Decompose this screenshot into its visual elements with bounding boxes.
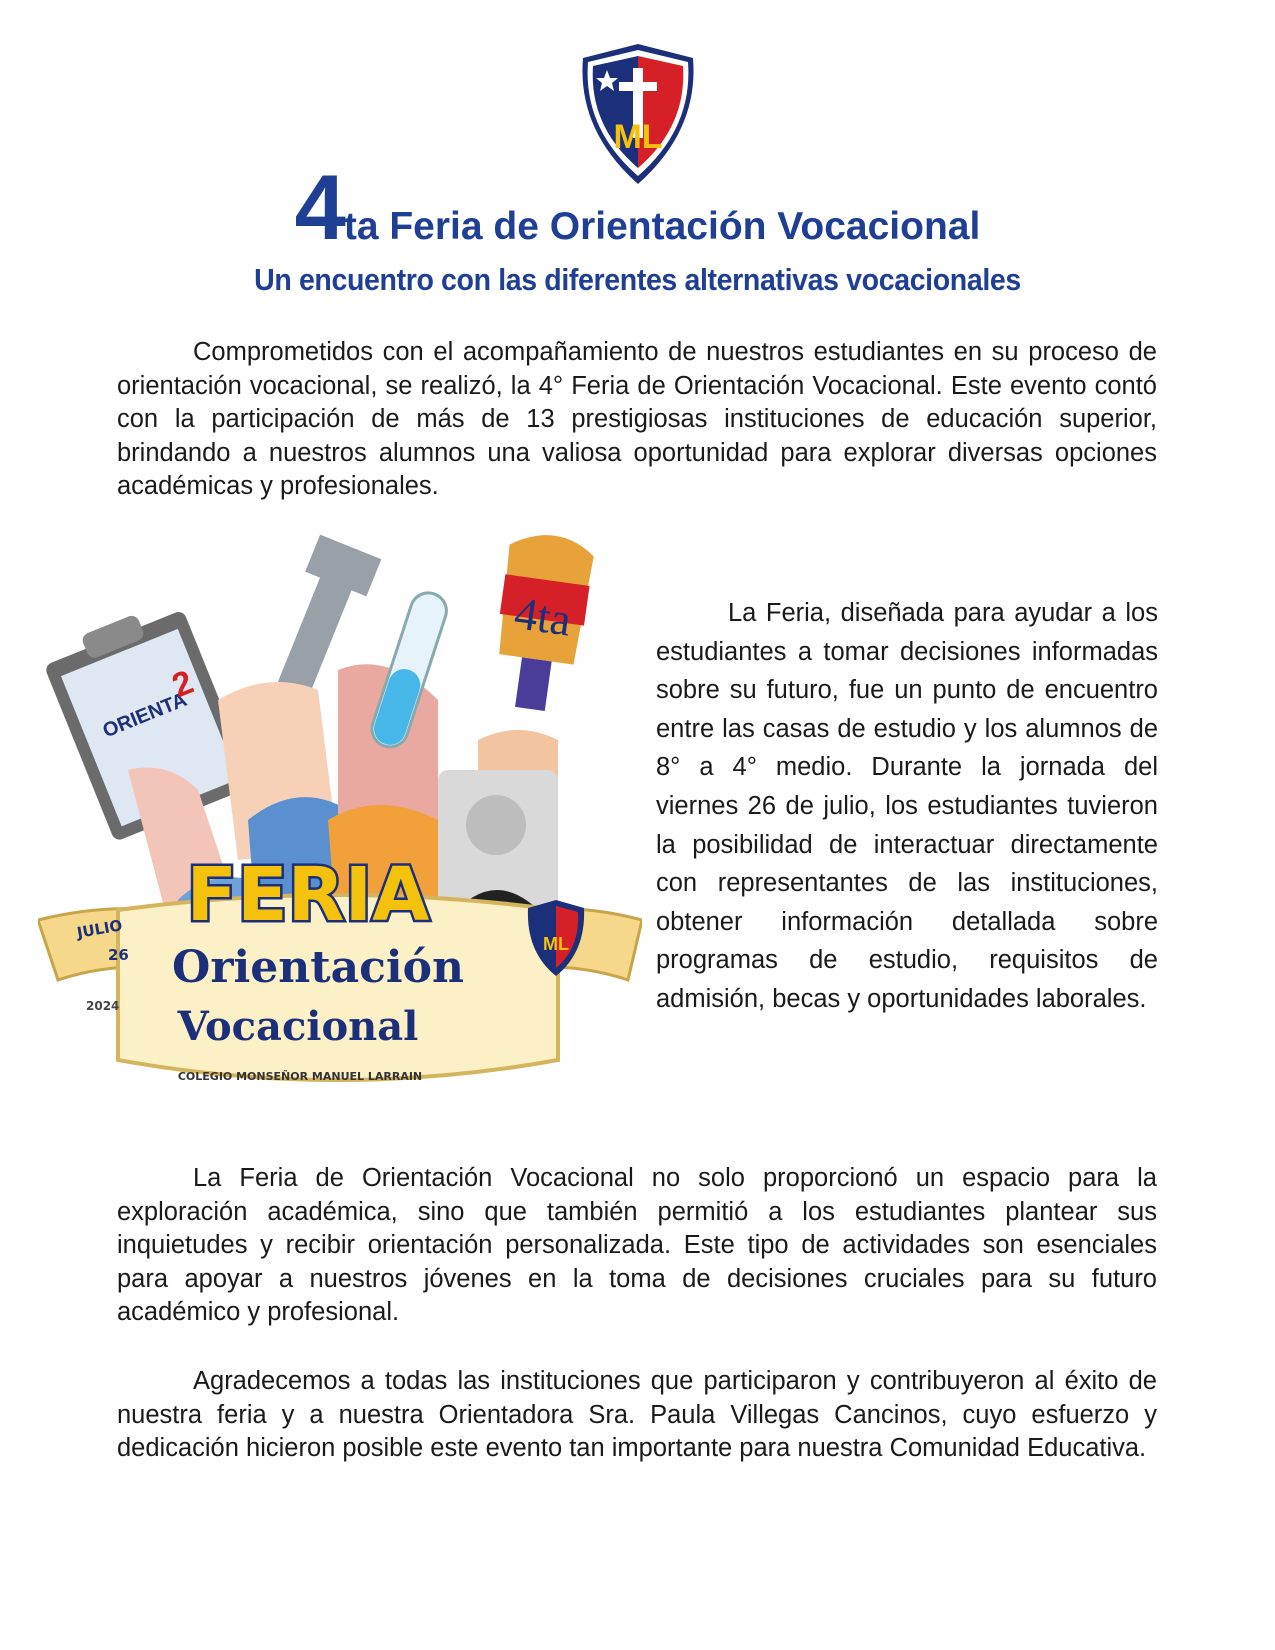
feria-description-paragraph: La Feria, diseñada para ayudar a los estudiantes a tomar decisiones informadas sobre su futuro, fue un punto de encuentro entre las casas de estudio y los alumnos de 8° a 4° medio. Durante la jornada del viernes 26 de julio, los estudiantes tuvieron la posibilidad de interactuar directamente con representantes de las instituciones, obtener información detallada sobre programas de estudio, requisitos de admisión, becas y oportunidades laborales. [656,599,1158,1013]
svg-text:JULIO: JULIO [75,916,124,942]
feria-poster-illustration [38,520,642,1120]
svg-text:ML: ML [613,118,663,156]
school-crest-logo [575,40,701,188]
svg-text:FERIA: FERIA [186,852,430,938]
svg-text:COLEGIO MONSEÑOR MANUEL LARRAI: COLEGIO MONSEÑOR MANUEL LARRAIN [177,1070,423,1083]
intro-paragraph: Comprometidos con el acompañamiento de nuestros estudiantes en su proceso de orientación vocacional, se realizó, la 4° Feria de Orientación Vocacional. Este evento contó con la participación de más de 13 prestigiosas instituciones de educación superior, brindando a nuestros alumnos una valiosa oportunidad para explorar diversas opciones académicas y profesionales. [117,338,1157,501]
svg-text:Vocacional: Vocacional [177,1003,419,1050]
page-title [0,157,1275,259]
svg-text:Orientación: Orientación [172,942,464,993]
svg-text:4ta: 4ta [511,587,575,646]
svg-text:2: 2 [166,662,199,706]
svg-text:ORIENTA: ORIENTA [99,688,191,743]
svg-text:ML: ML [543,934,569,954]
acknowledgement-paragraph: Agradecemos a todas las instituciones que participaron y contribuyeron al éxito de nuestra feria y a nuestra Orientadora Sra. Paula Villegas Cancinos, cuyo esfuerzo y dedicación hicieron posible este evento tan importante para nuestra Comunidad Educativa. [117,1367,1157,1463]
page-subtitle: Un encuentro con las diferentes alternativas vocacionales [254,262,1021,297]
title-number: 4 [294,157,344,259]
svg-text:26: 26 [108,946,129,964]
feria-impact-paragraph: La Feria de Orientación Vocacional no solo proporcionó un espacio para la exploración académica, sino que también permitió a los estudiantes plantear sus inquietudes y recibir orientación personalizada. Este tipo de actividades son esenciales para apoyar a nuestros jóvenes en la toma de decisiones cruciales para su futuro académico y profesional. [117,1164,1157,1327]
title-text: ta Feria de Orientación Vocacional [343,205,981,248]
svg-text:2024: 2024 [86,999,120,1013]
